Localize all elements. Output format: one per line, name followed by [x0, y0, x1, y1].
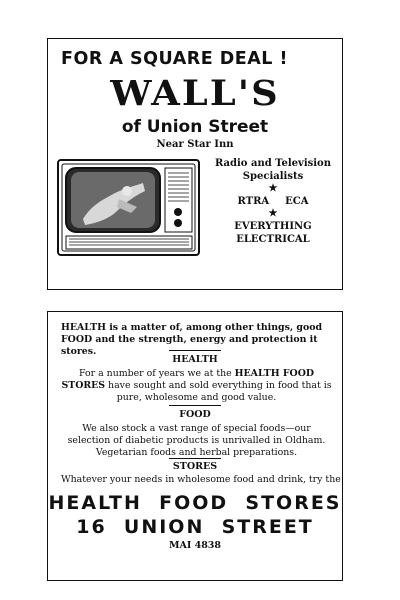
- health-food-advert: [47, 311, 343, 581]
- phone-number: MAI 4838: [168, 540, 222, 551]
- services-list: [208, 157, 338, 246]
- brand-name: WALL'S: [110, 73, 280, 114]
- everything-line: EVERYTHING: [234, 221, 312, 232]
- section-body-food: We also stock a vast range of special foods—our selection of diabetic products is unrivalled in Oldham. Vegetarian foods and herbal preparations.: [67, 423, 326, 458]
- walls-advert: [47, 38, 343, 290]
- section-rule: [169, 458, 221, 459]
- electrical-line: ELECTRICAL: [236, 234, 310, 245]
- section-title-food: FOOD: [179, 409, 211, 420]
- closing-line: Whatever your needs in wholesome food and drink, try the: [61, 474, 341, 485]
- section-title-health: HEALTH: [172, 354, 218, 365]
- intro-paragraph: HEALTH is a matter of, among other things, good FOOD and the strength, energy and protection it stores.: [61, 322, 323, 357]
- services-line-1: Radio and Television: [215, 158, 331, 169]
- store-address: 16 UNION STREET: [76, 516, 314, 538]
- headline: FOR A SQUARE DEAL !: [61, 49, 289, 69]
- street-line: of Union Street: [121, 117, 269, 137]
- section-rule: [169, 350, 221, 351]
- store-name: HEALTH FOOD STORES: [48, 492, 342, 514]
- assoc-eca: ECA: [285, 196, 309, 207]
- section-rule: [169, 405, 221, 406]
- assoc-rtra: RTRA: [237, 196, 270, 207]
- section-body-health: For a number of years we at the HEALTH FOOD STORES have sought and sold everything in food that is pure, wholesome and good value.: [61, 368, 332, 403]
- star-icon: ★: [268, 208, 278, 219]
- services-line-2: Specialists: [242, 171, 304, 182]
- television-illustration: [57, 159, 200, 256]
- near-line: Near Star Inn: [156, 139, 234, 150]
- star-icon: ★: [268, 183, 278, 194]
- section-title-stores: STORES: [172, 461, 218, 472]
